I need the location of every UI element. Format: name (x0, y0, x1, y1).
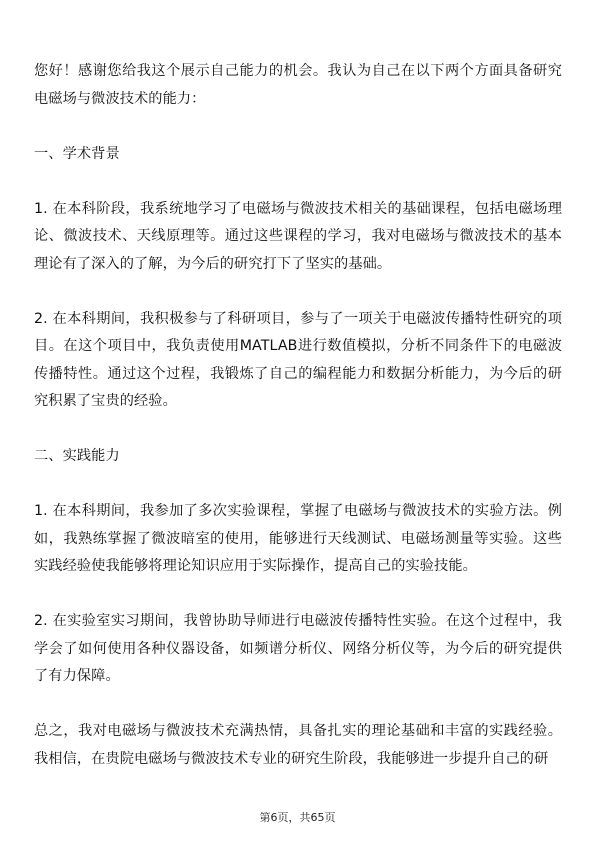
intro-paragraph: 您好！感谢您给我这个展示自己能力的机会。我认为自己在以下两个方面具备研究电磁场与微波技术的能力： (34, 63, 562, 107)
document-body (34, 58, 562, 801)
conclusion-paragraph: 总之，我对电磁场与微波技术充满热情，具备扎实的理论基础和丰富的实践经验。我相信，在贵院电磁场与微波技术专业的研究生阶段，我能够进一步提升自己的研 (34, 723, 562, 767)
page-number: 第6页，共65页 (259, 811, 336, 824)
academic-paragraph-1: 1. 在本科阶段，我系统地学习了电磁场与微波技术相关的基础课程，包括电磁场理论、微波技术、天线原理等。通过这些课程的学习，我对电磁场与微波技术的基本理论有了深入的了解，为今后的研究打下了坚实的基础。 (34, 200, 562, 272)
practice-paragraph-1: 1. 在本科期间，我参加了多次实验课程，掌握了电磁场与微波技术的实验方法。例如，我熟练掌握了微波暗室的使用，能够进行天线测试、电磁场测量等实验。这些实践经验使我能够将理论知识应用于实际操作，提高自己的实验技能。 (34, 503, 562, 574)
section-heading-academic: 一、学术背景 (34, 145, 120, 162)
practice-paragraph-2: 2. 在实验室实习期间，我曾协助导师进行电磁波传播特性实验。在这个过程中，我学会了如何使用各种仪器设备，如频谱分析仪、网络分析仪等，为今后的研究提供了有力保障。 (34, 613, 562, 684)
section-heading-practice: 二、实践能力 (34, 448, 120, 464)
academic-paragraph-2: 2. 在本科期间，我积极参与了科研项目，参与了一项关于电磁波传播特性研究的项目。在这个项目中，我负责使用MATLAB进行数值模拟，分析不同条件下的电磁波传播特性。通过这个过程，我锻炼了自己的编程能力和数据分析能力，为今后的研究积累了宝贵的经验。 (34, 310, 562, 409)
